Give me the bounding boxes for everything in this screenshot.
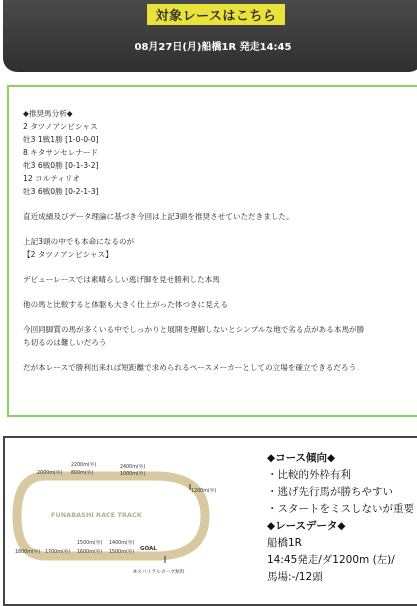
analysis-paragraph: 直近成績及びデータ理論に基づき今回は上記3頭を推奨させていただきました。 [23, 212, 294, 221]
favorite-horse: 【2 タツノアンビシャス】 [23, 250, 113, 259]
tendency-title: ◆コース傾向◆ [267, 452, 336, 464]
distance-label: 1400m(外) [109, 541, 135, 546]
race-info: 08月27日(月)船橋1R 発走14:45 [134, 42, 292, 53]
distance-label: 1600m(外) [77, 550, 103, 555]
analysis-paragraph: 上記3頭の中でも本命になるのが [23, 237, 135, 246]
distance-label: 800m(外) [71, 471, 94, 476]
distance-label: 2200m(外) [71, 463, 97, 468]
distance-label: 1200m(外) [191, 489, 217, 494]
analysis-panel [7, 85, 417, 417]
tendency-item: ・比較的外枠有利 [267, 469, 351, 481]
horse-record: 牡3 6戦0勝 [0-2-1-3] [23, 187, 99, 196]
horse-name: 8 キタサンセレナード [23, 148, 99, 157]
tendency-item: ・逃げ先行馬が勝ちやすい [267, 486, 393, 498]
race-name: 船橋1R [267, 537, 302, 549]
race-detail: 14:45発走/ダ1200m (左)/ [267, 554, 395, 566]
analysis-title: ◆推奨馬分析◆ [23, 109, 73, 118]
goal-label: GOAL [140, 546, 157, 552]
distance-label: 1500m(外) [77, 541, 103, 546]
course-panel [3, 436, 417, 606]
analysis-paragraph: ち切るのは難しいだろう [23, 338, 107, 347]
horse-record: 牝3 6戦0勝 [0-1-3-2] [23, 161, 99, 170]
horse-record: 牡3 1戦1勝 [1-0-0-0] [23, 135, 99, 144]
analysis-paragraph: 今回同脚質の馬が多くいる中でしっかりと展開を理解しないとシンプルな地で劣る点がある本馬が勝 [23, 325, 365, 334]
race-data-title: ◆レースデータ◆ [267, 520, 346, 532]
distance-label: 2000m(外) [37, 471, 63, 476]
track-map [5, 438, 255, 598]
horse-name: 2 タツノアンビシャス [23, 122, 98, 131]
analysis-paragraph: 他の馬と比較すると体躯も大きく仕上がった体つきに見える [23, 300, 229, 309]
tendency-item: ・スタートをミスしないが重要 [267, 503, 414, 515]
distance-label: 1700m(外) [45, 550, 71, 555]
analysis-paragraph: だが本レースで勝利出来れば短距離で求められるペースメーカーとしての立場を確立できるだろう [23, 363, 357, 372]
distance-label: 1500m(外) [109, 550, 135, 555]
analysis-paragraph: デビューレースでは素晴らしい逃げ脚を見せ勝利した本馬 [23, 275, 220, 284]
track-note: ※スパイラルカーブ無料 [133, 570, 185, 575]
course-info [267, 450, 414, 586]
field-size: 馬場:-/12頭 [267, 571, 323, 583]
distance-label: 1800m(外) [15, 550, 41, 555]
horse-name: 12 コルティリオ [23, 174, 80, 183]
distance-label: 2400m(外) [120, 465, 146, 470]
race-header [3, 0, 417, 72]
target-race-label[interactable]: 対象レースはこちら [147, 4, 285, 25]
track-name: FUNABASHI RACE TRACK [51, 511, 142, 519]
distance-label: 1000m(外) [120, 472, 146, 477]
